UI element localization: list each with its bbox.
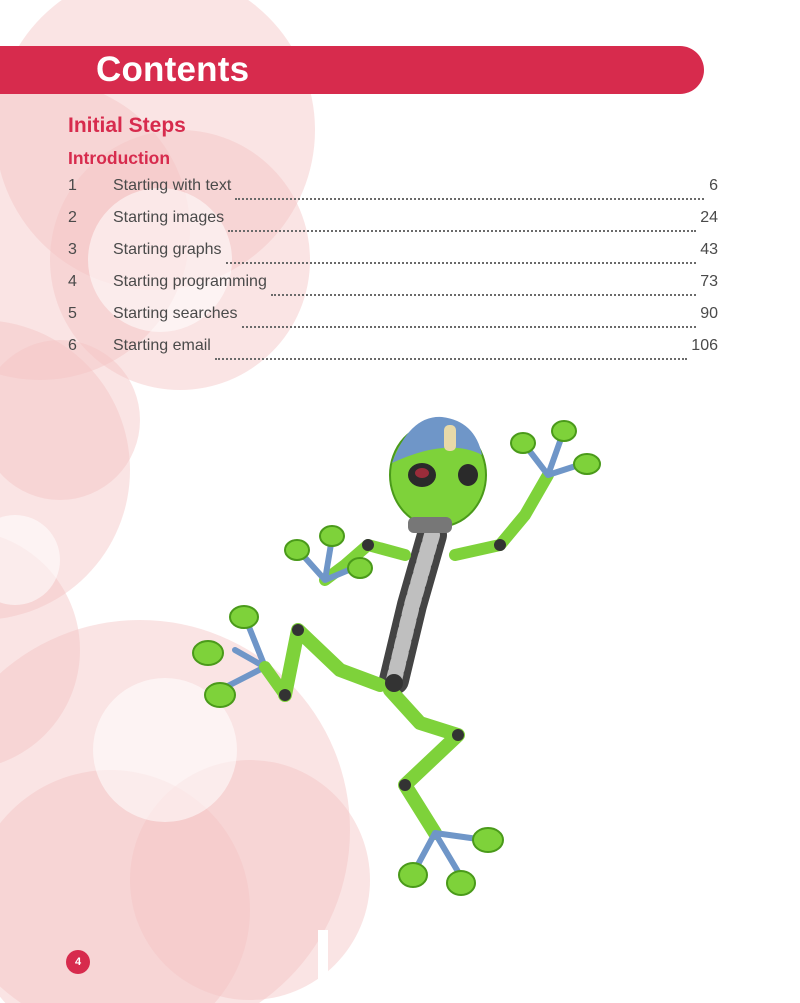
toc-entry[interactable] bbox=[68, 305, 718, 337]
toc-entry-title: Starting graphs bbox=[113, 241, 222, 258]
toc-entry-page: 73 bbox=[700, 273, 718, 290]
toc-entry-page: 106 bbox=[691, 337, 718, 354]
toc-entry[interactable] bbox=[68, 209, 718, 241]
toc-entry-number: 5 bbox=[68, 305, 77, 322]
toc-entry-page: 43 bbox=[700, 241, 718, 258]
toc-entry-number: 1 bbox=[68, 177, 77, 194]
toc-entry-page: 24 bbox=[700, 209, 718, 226]
dot-leader bbox=[215, 357, 687, 360]
toc-entry-title: Starting searches bbox=[113, 305, 238, 322]
toc-entry-number: 3 bbox=[68, 241, 77, 258]
dot-leader bbox=[235, 197, 704, 200]
robot-frog-illustration bbox=[180, 405, 610, 900]
toc-entry-title: Starting with text bbox=[113, 177, 232, 194]
toc-entry[interactable] bbox=[68, 241, 718, 273]
page-number-badge: 4 bbox=[66, 950, 90, 974]
toc-entry-title: Starting programming bbox=[113, 273, 267, 290]
section-title: Initial Steps bbox=[68, 114, 186, 137]
toc-entry-page: 6 bbox=[709, 177, 718, 194]
toc-entry-number: 2 bbox=[68, 209, 77, 226]
dot-leader bbox=[228, 229, 696, 232]
toc-entry[interactable] bbox=[68, 273, 718, 305]
toc-entry-number: 6 bbox=[68, 337, 77, 354]
toc-entry[interactable] bbox=[68, 177, 718, 209]
dot-leader bbox=[271, 293, 696, 296]
contents-banner bbox=[0, 46, 704, 94]
dot-leader bbox=[242, 325, 697, 328]
toc-entry-number: 4 bbox=[68, 273, 77, 290]
toc-entry-title: Starting email bbox=[113, 337, 211, 354]
dot-leader bbox=[226, 261, 697, 264]
page-title: Contents bbox=[96, 50, 250, 89]
toc-entry-title: Starting images bbox=[113, 209, 225, 226]
section-subtitle: Introduction bbox=[68, 148, 171, 168]
table-of-contents bbox=[68, 177, 718, 369]
toc-entry-page: 90 bbox=[700, 305, 718, 322]
toc-entry[interactable] bbox=[68, 337, 718, 369]
